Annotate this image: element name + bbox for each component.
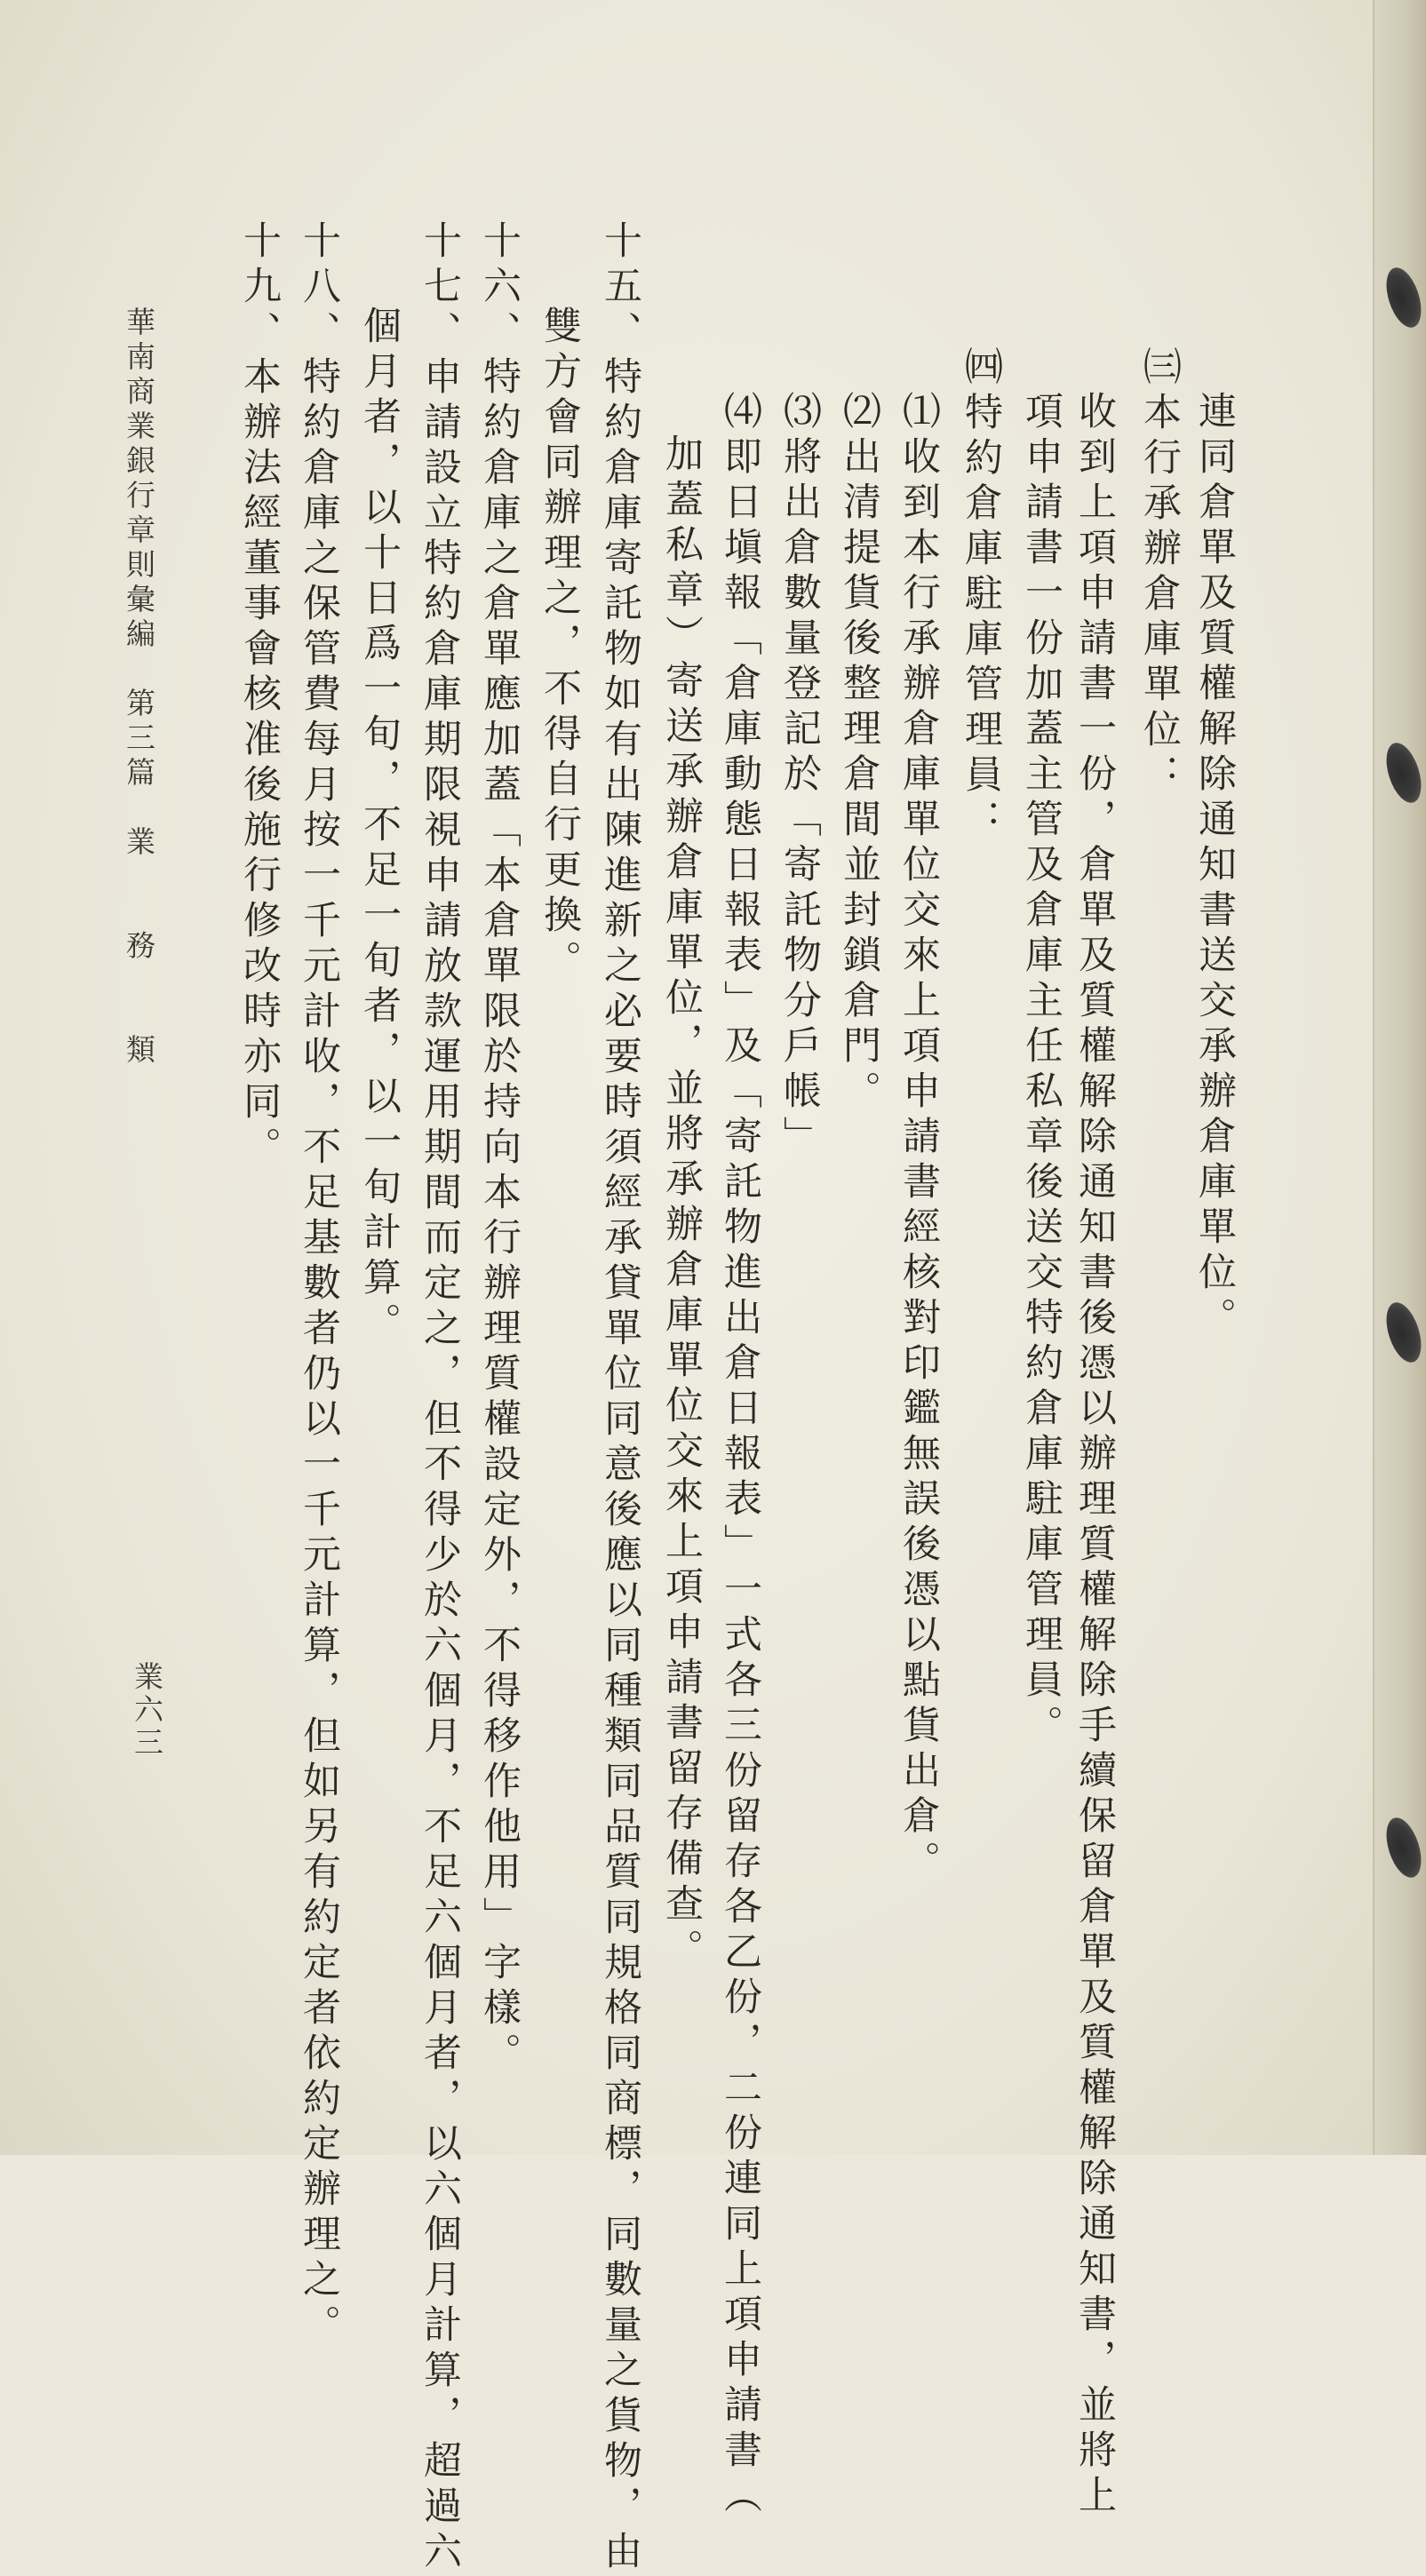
binding-hole	[1380, 738, 1426, 807]
binding-hole	[1380, 1813, 1426, 1881]
binding-edge	[1373, 0, 1426, 2155]
text-line: ㈢本行承辦倉庫單位：	[1137, 346, 1182, 799]
text-line: 十八、特約倉庫之保管費每月按一千元計收，不足基數者仍以一千元計算，但如另有約定者依約定辦理之。	[297, 220, 341, 2349]
text-line: ㈣特約倉庫駐庫管理員：	[959, 346, 1003, 845]
text-line: ⑴收到本行承辦倉庫單位交來上項申請書經核對印鑑無誤後憑以點貨出倉。	[896, 391, 941, 1886]
binding-hole	[1380, 263, 1426, 331]
running-footer: 華南商業銀行章則彙編 第三篇 業 務 類	[122, 306, 156, 1069]
text-line: 十五、特約倉庫寄託物如有出陳進新之必要時須經承貸單位同意後應以同種類同品質同規格同商標，同數量之貨物，由	[598, 220, 642, 2576]
text-line: 十九、本辦法經董事會核准後施行修改時亦同。	[237, 220, 282, 1172]
text-line: 連同倉單及質權解除通知書送交承辦倉庫單位。	[1192, 391, 1237, 1342]
text-line: 加蓋私章）寄送承辦倉庫單位，並將承辦倉庫單位交來上項申請書留存備查。	[659, 433, 704, 1974]
text-line: 十七、申請設立特約倉庫期限視申請放款運用期間而定之，但不得少於六個月，不足六個月者，以六個月計算，超過六	[418, 220, 462, 2576]
text-line: 項申請書一份加蓋主管及倉庫主任私章後送交特約倉庫駐庫管理員。	[1019, 391, 1064, 1750]
binding-hole	[1380, 1298, 1426, 1366]
text-line: 十六、特約倉庫之倉單應加蓋「本倉單限於持向本行辦理質權設定外，不得移作他用」字樣。	[477, 220, 522, 2078]
text-line: 雙方會同辦理之，不得自行更換。	[538, 306, 582, 985]
text-line: ⑶將出倉數量登記於「寄託物分戶帳」	[777, 391, 822, 1161]
text-line: ⑷即日塡報「倉庫動態日報表」及「寄託物進出倉日報表」一式各三份留存各乙份，二份連同上項申請書（	[718, 391, 762, 2520]
text-line: 收到上項申請書一份，倉單及質權解除通知書後憑以辦理質權解除手續保留倉單及質權解除通知書，並將上	[1072, 391, 1117, 2520]
text-line: 個月者，以十日爲一旬，不足一旬者，以一旬計算。	[357, 306, 402, 1348]
text-line: ⑵出清提貨後整理倉間並封鎖倉門。	[837, 391, 881, 1116]
page-number: 業六三	[130, 1661, 164, 1760]
